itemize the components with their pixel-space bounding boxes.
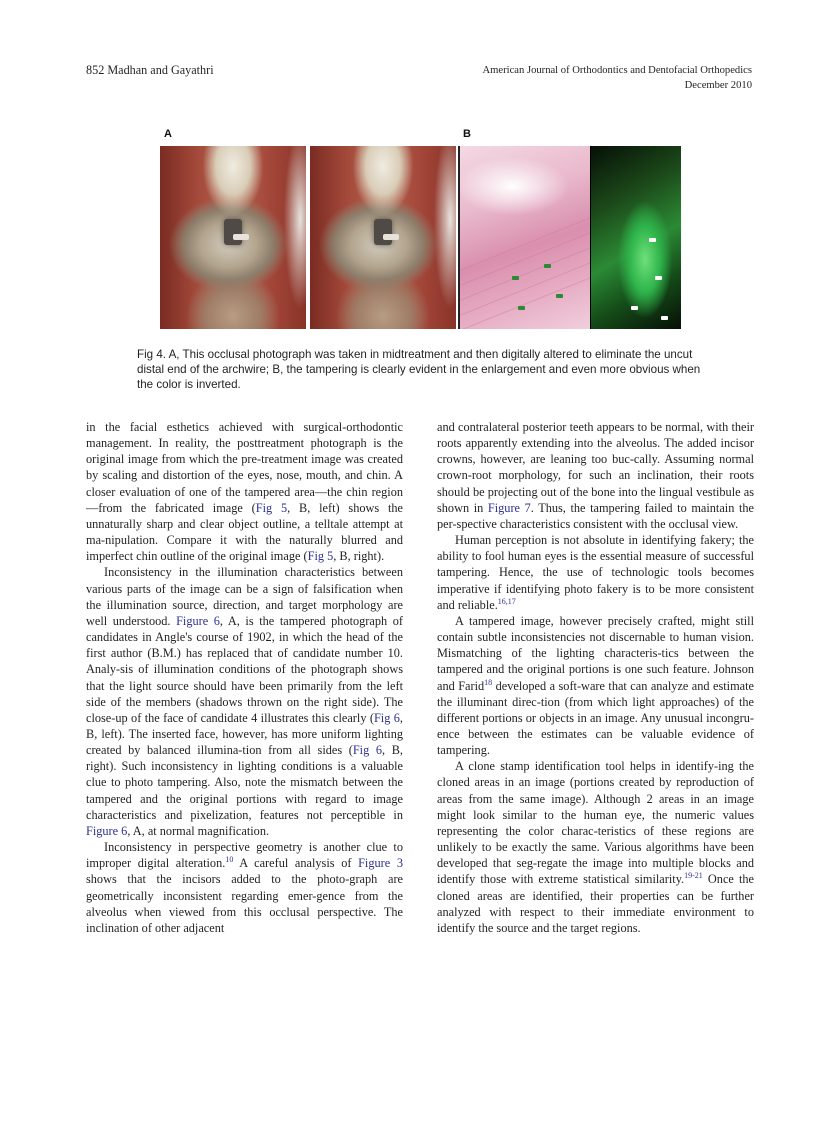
texture-stripe <box>458 239 590 303</box>
text: Inconsistency in perspective geometry is another clue to improper digital alteration. <box>86 840 403 871</box>
figure-link[interactable]: Figure 6 <box>176 613 220 628</box>
figure-link[interactable]: Fig 5 <box>307 549 334 564</box>
paragraph <box>86 419 403 564</box>
text: in the facial esthetics achieved with surgical-orthodontic management. In reality, the posttreatment photograph is the original image from which the pre-treatment image was created by scaling and distortion of the eyes, nose, mouth, and chin. A closer evaluation of one of the tampered area—the chin region—from the fabricated image ( <box>86 420 403 515</box>
figure-link[interactable]: Fig 6 <box>352 743 383 758</box>
paragraph <box>437 758 754 936</box>
text: , B, right). Such inconsistency in lighting conditions is a valuable clue to photo tampering. Also, note the mismatch between the tampered and the original portions with regard to image characteristics and pixelization, features not perceptible in <box>86 743 403 822</box>
arrow-marker <box>631 306 638 310</box>
texture-stripe <box>458 224 590 288</box>
text: shows that the incisors added to the photo-graph are geometrically inconsistent regarding emer-gence from the alveolus when viewed from this occlusal perspective. The inclination of other adjacent <box>86 872 403 935</box>
figure-caption: Fig 4. A, This occlusal photograph was taken in midtreatment and then digitally altered to eliminate the uncut distal end of the archwire; B, the tampering is clearly evident in the enlargement and even more obvious when the color is inverted. <box>137 348 701 392</box>
paragraph <box>437 532 754 613</box>
text: A clone stamp identification tool helps in identify-ing the cloned areas in an image (portions created by reproduction of areas from the same image). Although 2 areas in an image might look similar to the human eye, the numeric values representing the color charac-teristics of these regions are unlikely to be exactly the same. Various algorithms have been developed that seg-regate the image into multiple blocks and identify those with extreme statistical similarity. <box>437 759 754 887</box>
tampered-occlusal-photo <box>160 146 306 329</box>
text: developed a soft-ware that can analyze and estimate the illuminant direc-tion (from which light approaches) of the different portions or objects in an image. Any unusual incongru-ence between the estimates can be valuable evidence of tampering. <box>437 678 754 758</box>
enlargement-photo <box>458 146 590 329</box>
journal-name: American Journal of Orthodontics and Dentofacial Orthopedics <box>482 65 752 76</box>
archwire-end <box>383 234 399 240</box>
text: Human perception is not absolute in identifying fakery; the ability to fool human eyes is the essential measure of successful tampering. Hence, the use of technologic tools becomes imperative if identifying photo fakery is to be more consistent and reliable. <box>437 533 754 612</box>
panel-a-label: A <box>164 128 172 140</box>
original-occlusal-photo <box>310 146 456 329</box>
texture-stripe <box>458 209 590 273</box>
filling-shape <box>224 219 242 245</box>
running-header-left: 852 Madhan and Gayathri <box>86 63 214 77</box>
running-header-right <box>483 63 752 93</box>
right-column <box>437 419 754 936</box>
text: , B, left). The inserted face, however, has more uniform lighting created by balanced illumina-tion from all sides ( <box>86 710 403 758</box>
left-column <box>86 419 403 936</box>
text: . Thus, the tampering failed to maintain the per-spective characteristics consistent with the occlusal view. <box>437 500 754 531</box>
citation[interactable]: 10 <box>225 855 234 865</box>
citation[interactable]: 18 <box>484 677 493 687</box>
arrow-marker <box>661 316 668 320</box>
citation[interactable]: 19-21 <box>684 871 703 881</box>
paragraph <box>437 419 754 532</box>
paragraph <box>86 839 403 936</box>
arrow-marker <box>544 264 551 268</box>
citation[interactable]: 16,17 <box>497 596 516 606</box>
figure-link[interactable]: Figure 3 <box>358 856 403 871</box>
filling-shape <box>374 219 392 245</box>
archwire-end <box>233 234 249 240</box>
text: Inconsistency in the illumination characteristics between various parts of the image can be a sign of falsification when the illumination source, direction, and target morphology are well understood. <box>86 565 403 628</box>
text: and contralateral posterior teeth appears to be normal, with their roots apparently extending into the alveolus. The added incisor crowns, however, are leaning too buc-cally. Assuming normal crown-root morphology, for such an inclination, their roots should be projecting out of the bone into the lingual vestibule as shown in <box>437 420 754 515</box>
arrow-marker <box>556 294 563 298</box>
figure-link[interactable]: Fig 6 <box>373 710 400 725</box>
paragraph <box>86 564 403 839</box>
text: , A, at normal magnification. <box>127 823 270 838</box>
figure-link[interactable]: Figure 6 <box>86 823 128 838</box>
figure-4 <box>160 128 680 330</box>
figure-link[interactable]: Figure 7 <box>487 500 531 515</box>
text: , B, right). <box>333 549 385 564</box>
paragraph <box>437 613 754 758</box>
arrow-marker <box>512 276 519 280</box>
figure-link[interactable]: Fig 5 <box>255 500 288 515</box>
text: Once the cloned areas are identified, their properties can be further analyzed with respect to their immediate environment to identify the source and the target regions. <box>437 872 755 935</box>
arrow-marker <box>518 306 525 310</box>
text: A tampered image, however precisely crafted, might still contain subtle inconsistencies not discernable to human vision. Mismatching of the lighting characteris-tics between the tampered and the original portions is one such feature. Johnson and Farid <box>437 613 754 693</box>
issue-date: December 2010 <box>684 80 752 91</box>
arrow-marker <box>649 238 656 242</box>
text: A careful analysis of <box>233 856 359 871</box>
text: , B, left) shows the unnaturally sharp and clear object outline, a telltale attempt at ma-nipulation. Compare it with the naturally blurred and imperfect chin outline of the original image ( <box>86 500 403 564</box>
panel-b-label: B <box>463 128 471 140</box>
inverted-color-photo <box>590 146 681 329</box>
text: , A, is the tampered photograph of candidates in Angle's course of 1902, in which the head of the first author (B.M.) has replaced that of candidate number 10. Analy-sis of illumination conditions of the photograph shows that the light source should have been primarily from the left side of the members (shadows thrown on the right side). The close-up of the face of candidate 4 illustrates this clearly ( <box>86 613 403 725</box>
arrow-marker <box>655 276 662 280</box>
